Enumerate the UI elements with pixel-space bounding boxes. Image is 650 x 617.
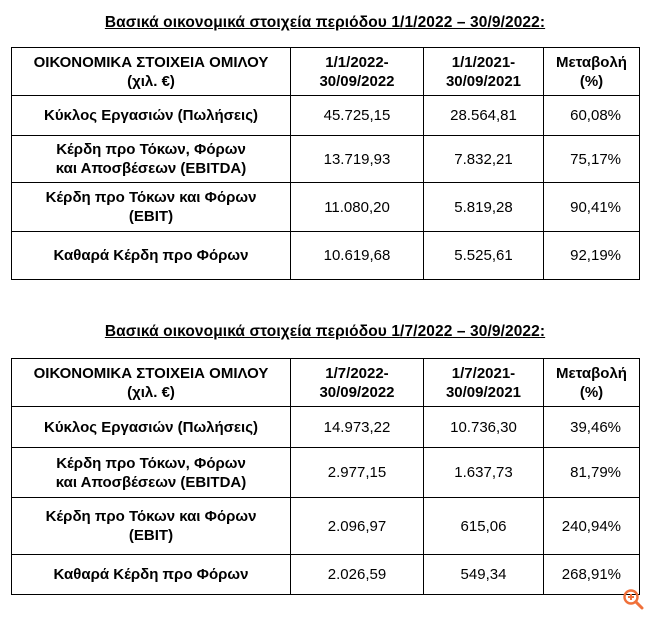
table-header-row [12,359,640,407]
row-change: 75,17% [544,136,640,183]
row-label-line2: και Αποσβέσεων (EBITDA) [55,473,247,491]
row-label: Καθαρά Κέρδη προ Φόρων [12,555,291,595]
row-value-previous: 1.637,73 [424,448,544,498]
header-change-line2: (%) [579,383,604,401]
table-row [12,96,640,136]
section-1-title: Βασικά οικονομικά στοιχεία περιόδου 1/1/2022 – 30/9/2022: [104,14,546,31]
header-label-line2: (χιλ. €) [127,72,175,90]
header-period1-cell [291,48,424,96]
row-label: Κύκλος Εργασιών (Πωλήσεις) [12,407,291,448]
header-period1-cell [291,359,424,407]
header-period1-line2: 30/09/2022 [319,383,395,401]
header-change-cell [544,359,640,407]
zoom-in-icon-graphic [622,588,644,610]
header-period2-line2: 30/09/2021 [445,72,522,90]
row-value-current: 2.977,15 [291,448,424,498]
row-label-line2: (EBIT) [128,208,174,225]
header-label-line1: ΟΙΚΟΝΟΜΙΚΑ ΣΤΟΙΧΕΙΑ ΟΜΙΛΟΥ [33,364,269,382]
table-row [12,136,640,183]
table-header-row [12,48,640,96]
row-label [12,136,291,183]
table-row [12,183,640,232]
row-label-line1: Κέρδη προ Τόκων, Φόρων [56,454,246,472]
header-period1-line1: 1/1/2022- [325,53,389,71]
header-change-line1: Μεταβολή [556,53,627,71]
row-label: Κύκλος Εργασιών (Πωλήσεις) [12,96,291,136]
row-value-current: 45.725,15 [291,96,424,136]
header-label-line1: ΟΙΚΟΝΟΜΙΚΑ ΣΤΟΙΧΕΙΑ ΟΜΙΛΟΥ [33,53,269,71]
row-label-line1: Κέρδη προ Τόκων, Φόρων [56,141,246,158]
row-value-current: 14.973,22 [291,407,424,448]
row-label-line1: Κέρδη προ Τόκων και Φόρων [45,508,257,525]
row-value-current: 2.026,59 [291,555,424,595]
table-row [12,407,640,448]
row-value-current: 11.080,20 [291,183,424,232]
zoom-in-icon[interactable] [622,588,644,610]
header-period1-line1: 1/7/2022- [325,364,389,382]
row-value-previous: 7.832,21 [424,136,544,183]
row-value-previous: 5.525,61 [424,232,544,280]
row-label-line1: Κέρδη προ Τόκων και Φόρων [45,189,257,206]
row-change: 240,94% [544,498,640,555]
row-change: 60,08% [544,96,640,136]
row-change: 90,41% [544,183,640,232]
row-label: Καθαρά Κέρδη προ Φόρων [12,232,291,280]
header-label-cell [12,48,291,96]
financial-table-2 [11,358,640,595]
row-change: 81,79% [544,448,640,498]
row-value-current: 13.719,93 [291,136,424,183]
row-value-previous: 615,06 [424,498,544,555]
header-change-cell [544,48,640,96]
row-value-previous: 5.819,28 [424,183,544,232]
row-label [12,498,291,555]
row-label [12,448,291,498]
row-value-previous: 28.564,81 [424,96,544,136]
header-period2-line1: 1/1/2021- [451,53,516,71]
row-value-current: 2.096,97 [291,498,424,555]
row-change: 92,19% [544,232,640,280]
row-change: 268,91% [544,555,640,595]
header-label-line2: (χιλ. €) [127,383,175,401]
row-change: 39,46% [544,407,640,448]
header-label-cell [12,359,291,407]
table-row [12,232,640,280]
table-row [12,555,640,595]
table-row [12,498,640,555]
row-label [12,183,291,232]
header-change-line2: (%) [579,72,604,90]
header-change-line1: Μεταβολή [556,364,627,382]
row-label-line2: και Αποσβέσεων (EBITDA) [55,160,247,177]
table-row [12,448,640,498]
header-period2-cell [424,359,544,407]
row-value-previous: 549,34 [424,555,544,595]
row-value-previous: 10.736,30 [424,407,544,448]
row-value-current: 10.619,68 [291,232,424,280]
header-period1-line2: 30/09/2022 [319,72,395,90]
financial-table-1 [11,47,640,280]
header-period2-line1: 1/7/2021- [451,364,516,382]
header-period2-line2: 30/09/2021 [445,383,522,401]
section-2-title: Βασικά οικονομικά στοιχεία περιόδου 1/7/2022 – 30/9/2022: [104,323,546,340]
header-period2-cell [424,48,544,96]
row-label-line2: (EBIT) [128,527,174,544]
